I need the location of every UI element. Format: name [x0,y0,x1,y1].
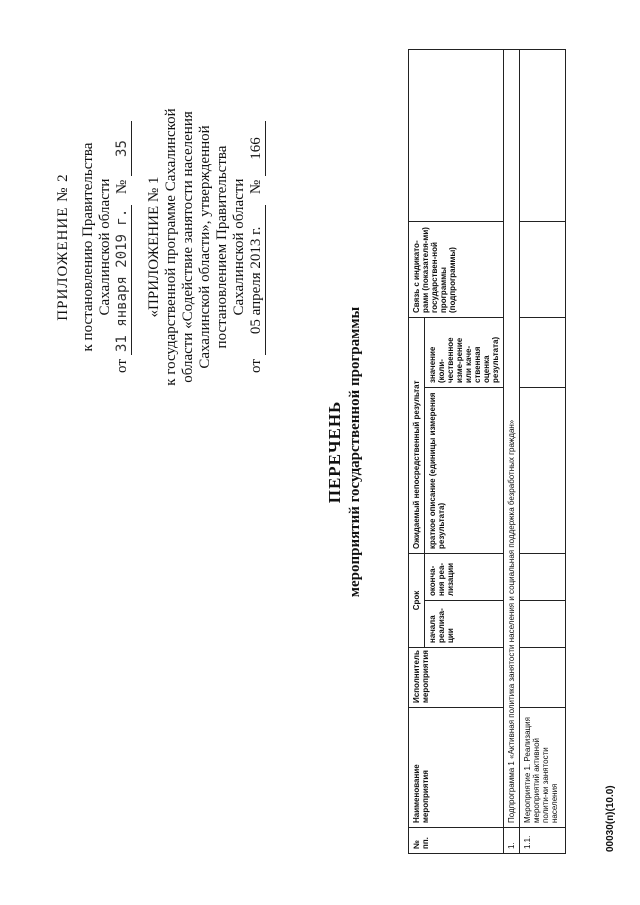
header-empty [409,50,504,222]
appendix-1-line: Сахалинской области [231,178,247,316]
header-term: Срок [409,554,425,648]
empty-cell [520,648,566,708]
appendix-1-line: к государственной программе Сахалинской [163,108,179,386]
from-label: от [248,359,264,373]
number-label: № [248,179,264,195]
empty-cell [520,318,566,388]
header-result-value: значение (коли-чественное изме-рение или каче-ственная оценка результата) [425,318,504,388]
table-row [504,50,520,854]
empty-cell [520,388,566,554]
table-row [520,50,566,854]
subprogram-title: Подпрограмма 1 «Активная политика занятости населения и социальная поддержка безработных граждан» [504,50,520,828]
empty-cell [520,222,566,318]
row-num: 1. [504,828,520,854]
appendix-2-number: 35 [114,121,132,176]
document-subtitle: мероприятий государственной программы [347,306,363,598]
header-result: Ожидаемый непосредственный результат [409,318,425,554]
header-num: № пп. [409,828,504,854]
footer-code: 00030(п)(10.0) [605,785,616,852]
header-term-start: начала реализа-ции [425,601,504,648]
header-name: Наименование мероприятия [409,708,504,828]
number-label: № [114,179,130,195]
empty-cell [520,50,566,222]
header-executor: Исполнитель мероприятия [409,648,504,708]
appendix-2-date: 31 января 2019 г. [114,205,132,355]
appendix-2-title: ПРИЛОЖЕНИЕ № 2 [55,173,71,321]
appendix-2-line: Сахалинской области [97,178,113,316]
header-link: Связь с индикато-рами (показателя-ми) государствен-ной программы (подпрограммы) [409,222,504,318]
from-label: от [114,359,130,373]
activities-table [408,49,566,854]
document-page [15,12,625,892]
appendix-2-line: к постановлению Правительства [80,142,96,352]
table-header-row [409,50,425,854]
appendix-1-line: области «Содействие занятости населения [180,111,196,383]
appendix-1-number: 166 [248,121,266,176]
appendix-1-title: «ПРИЛОЖЕНИЕ № 1 [146,176,162,318]
document-title: ПЕРЕЧЕНЬ [325,400,344,504]
appendix-1-date-line [248,32,266,462]
header-term-end: оконча-ния реа-лизации [425,554,504,601]
header-result-desc: краткое описание (единицы измерения результата) [425,388,504,554]
row-num: 1.1. [520,828,566,854]
empty-cell [520,554,566,601]
activity-name: Мероприятие 1. Реализация мероприятий активной полити-ки занятости населения [520,708,566,828]
appendix-2-date-line [114,32,132,462]
appendix-header [55,32,266,462]
appendix-1-line: Сахалинской области», утвержденной [197,125,213,369]
appendix-1-line: постановлением Правительства [214,145,230,349]
document-heading [325,12,364,892]
appendix-1-date: 05 апреля 2013 г. [248,205,266,355]
empty-cell [520,601,566,648]
